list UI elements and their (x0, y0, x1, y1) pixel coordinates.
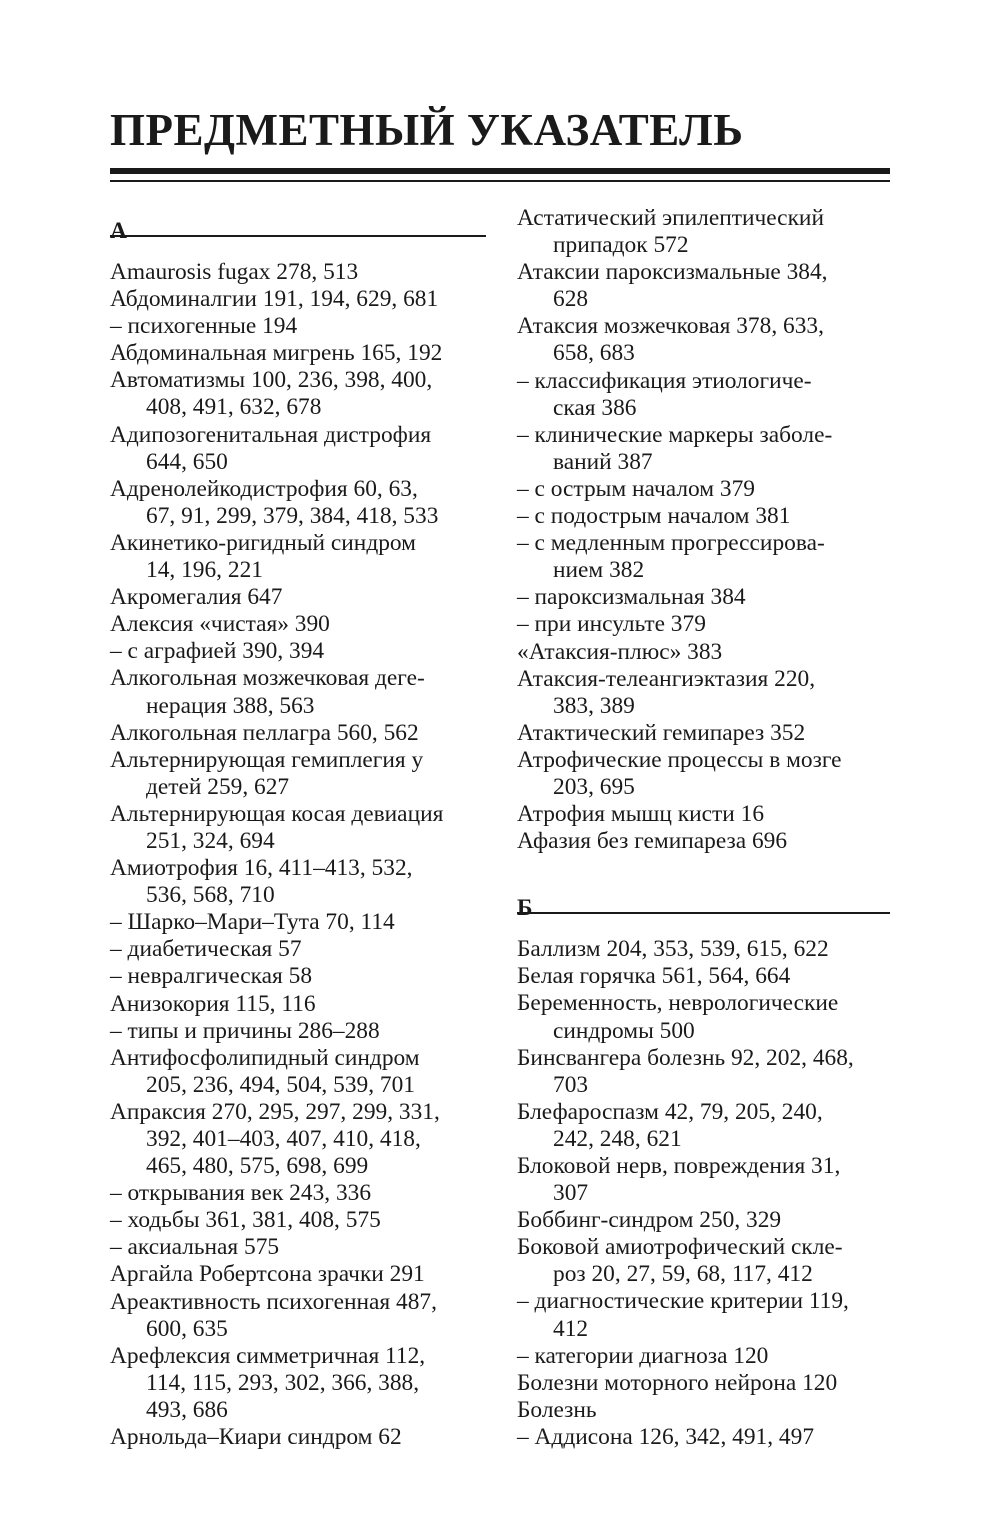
index-entry: Арнольда–Киари синдром 62 (110, 1424, 402, 1451)
index-entry: – пароксизмальная 384 (517, 584, 746, 611)
index-entry-continuation: 536, 568, 710 (146, 882, 275, 909)
index-entry: Алексия «чистая» 390 (110, 611, 330, 638)
index-list-a-left (110, 259, 486, 1451)
index-entry-continuation: 703 (553, 1071, 589, 1098)
index-entry-continuation: 14, 196, 221 (146, 557, 263, 584)
index-entry: – клинические маркеры заболе- (517, 421, 833, 448)
index-entry-continuation: 383, 389 (553, 692, 635, 719)
index-entry: – аксиальная 575 (110, 1234, 280, 1261)
index-entry: Беременность, неврологические (517, 990, 839, 1017)
index-entry: Альтернирующая косая девиация (110, 800, 444, 827)
index-list-b (517, 936, 890, 1451)
index-entry: Акинетико-ригидный синдром (110, 529, 416, 556)
right-column (517, 205, 890, 1451)
index-entry: Блоковой нерв, повреждения 31, (517, 1153, 841, 1179)
index-entry: – с подострым началом 381 (517, 503, 791, 530)
index-entry-continuation: 307 (553, 1180, 589, 1207)
index-entry: Антифосфолипидный синдром (110, 1044, 420, 1071)
index-entry: Афазия без гемипареза 696 (517, 828, 788, 855)
index-list-a-right (517, 205, 890, 855)
index-entry-continuation: 600, 635 (146, 1315, 228, 1342)
index-entry: – диабетическая 57 (110, 936, 302, 963)
index-entry-continuation: 242, 248, 621 (553, 1125, 682, 1152)
title-rule-thick (110, 168, 890, 174)
index-entry: Альтернирующая гемиплегия у (110, 746, 424, 773)
index-entry-continuation: 67, 91, 299, 379, 384, 418, 533 (146, 502, 439, 529)
index-entry-continuation: 465, 480, 575, 698, 699 (146, 1153, 369, 1180)
index-entry: Боковой амиотрофический скле- (517, 1234, 843, 1261)
index-entry-continuation: 658, 683 (553, 340, 635, 367)
index-entry: – с медленным прогрессирова- (517, 530, 825, 557)
index-entry: Аргайла Робертсона зрачки 291 (110, 1261, 425, 1288)
index-entry: Атактический гемипарез 352 (517, 719, 806, 746)
index-entry: Абдоминальная мигрень 165, 192 (110, 340, 443, 367)
index-entry-continuation: ваний 387 (553, 448, 653, 475)
index-entry: Бинсвангера болезнь 92, 202, 468, (517, 1044, 854, 1071)
index-entry: – типы и причины 286–288 (110, 1017, 380, 1044)
index-entry-continuation: 408, 491, 632, 678 (146, 394, 322, 421)
index-entry: Ареактивность психогенная 487, (110, 1288, 437, 1315)
index-entry-continuation: нерация 388, 563 (146, 692, 315, 719)
index-entry: Анизокория 115, 116 (110, 990, 316, 1017)
index-entry-continuation: 114, 115, 293, 302, 366, 388, (146, 1369, 420, 1396)
index-entry: – ходьбы 361, 381, 408, 575 (110, 1207, 381, 1234)
index-entry-continuation: синдромы 500 (553, 1017, 695, 1044)
index-entry-continuation: роз 20, 27, 59, 68, 117, 412 (553, 1261, 813, 1288)
index-entry-continuation: 412 (553, 1315, 589, 1342)
index-entry: «Атаксия-плюс» 383 (517, 638, 723, 665)
index-entry: Алкогольная пеллагра 560, 562 (110, 719, 419, 746)
index-entry: Адренолейкодистрофия 60, 63, (110, 475, 418, 502)
index-entry: Белая горячка 561, 564, 664 (517, 963, 791, 990)
index-entry-continuation: 644, 650 (146, 448, 228, 475)
index-entry: Арефлексия симметричная 112, (110, 1342, 426, 1369)
index-entry: – классификация этиологиче- (517, 367, 812, 394)
index-entry: – открывания век 243, 336 (110, 1180, 372, 1207)
index-entry: – невралгическая 58 (110, 963, 313, 990)
section-heading-b: Б (517, 882, 890, 914)
index-entry: Автоматизмы 100, 236, 398, 400, (110, 367, 433, 394)
index-entry: Адипозогенитальная дистрофия (110, 421, 432, 448)
index-entry: Атаксии пароксизмальные 384, (517, 259, 828, 286)
index-entry: Боббинг-синдром 250, 329 (517, 1207, 782, 1234)
section-heading-a: А (110, 205, 486, 237)
index-entry: Апраксия 270, 295, 297, 299, 331, (110, 1098, 440, 1125)
page-title: ПРЕДМЕТНЫЙ УКАЗАТЕЛЬ (110, 105, 744, 155)
index-entry-continuation: 203, 695 (553, 773, 635, 800)
index-entry: – категории диагноза 120 (517, 1342, 769, 1369)
index-entry: Атаксия мозжечковая 378, 633, (517, 313, 824, 340)
index-entry-continuation: нием 382 (553, 557, 645, 584)
index-entry: Блефароспазм 42, 79, 205, 240, (517, 1098, 823, 1125)
index-entry-continuation: 392, 401–403, 407, 410, 418, (146, 1126, 421, 1152)
index-entry: Атрофические процессы в мозге (517, 746, 842, 773)
index-entry: Абдоминалгии 191, 194, 629, 681 (110, 286, 439, 313)
index-entry: – диагностические критерии 119, (517, 1288, 849, 1315)
index-entry: Атаксия-телеангиэктазия 220, (517, 665, 816, 692)
index-entry: Алкогольная мозжечковая деге- (110, 665, 425, 692)
index-entry: Астатический эпилептический (517, 205, 824, 231)
left-column (110, 205, 486, 1451)
index-entry: – психогенные 194 (110, 313, 298, 340)
index-entry-continuation: припадок 572 (553, 232, 689, 259)
index-entry: Атрофия мышц кисти 16 (517, 801, 765, 828)
index-entry: Баллизм 204, 353, 539, 615, 622 (517, 936, 829, 963)
index-entry: – Аддисона 126, 342, 491, 497 (517, 1423, 815, 1450)
index-entry-continuation: детей 259, 627 (146, 773, 290, 800)
index-entry-continuation: 628 (553, 286, 589, 313)
index-entry: Болезни моторного нейрона 120 (517, 1369, 838, 1396)
index-entry: Болезнь (517, 1396, 597, 1423)
index-entry: – Шарко–Мари–Тута 70, 114 (110, 909, 395, 936)
index-entry-continuation: 205, 236, 494, 504, 539, 701 (146, 1071, 415, 1098)
index-entry: Амиотрофия 16, 411–413, 532, (110, 855, 413, 882)
title-rule-thin (110, 180, 890, 182)
index-entry: – с аграфией 390, 394 (110, 638, 325, 665)
index-entry-continuation: 251, 324, 694 (146, 827, 275, 854)
index-entry: Amaurosis fugax 278, 513 (110, 259, 359, 285)
index-entry-continuation: ская 386 (553, 394, 637, 421)
index-entry: Акромегалия 647 (110, 584, 283, 611)
index-entry: – при инсульте 379 (517, 611, 706, 638)
index-entry: – с острым началом 379 (517, 475, 755, 502)
index-entry-continuation: 493, 686 (146, 1396, 228, 1423)
